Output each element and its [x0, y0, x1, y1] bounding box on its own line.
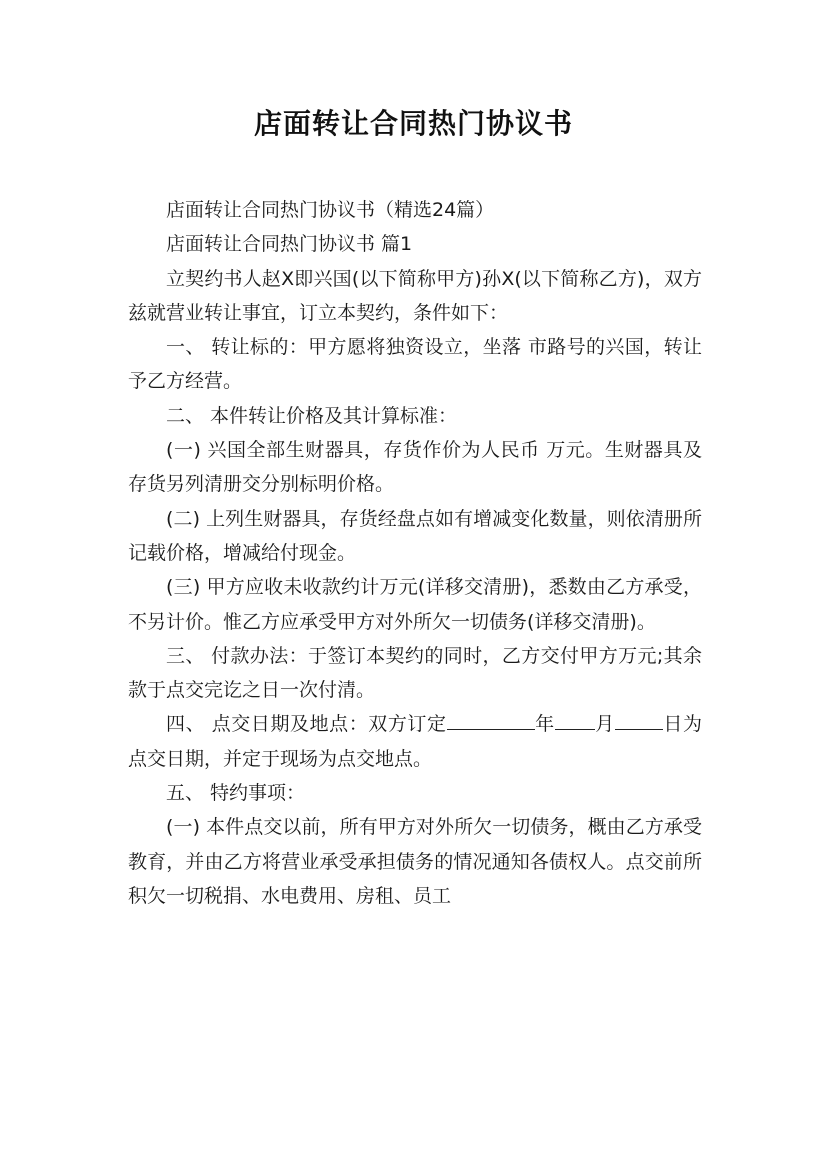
year-label: 年: [534, 713, 555, 736]
paragraph: (三) 甲方应收未收款约计万元(详移交清册)，悉数由乙方承受，不另计价。惟乙方应承受甲方对外所欠一切债务(详移交清册)。: [128, 576, 702, 633]
paragraph-date: [128, 707, 702, 776]
day-blank: [615, 710, 663, 730]
paragraph: 一、 转让标的：甲方愿将独资设立，坐落 市路号的兴国，转让予乙方经营。: [128, 336, 702, 393]
month-blank: [555, 710, 595, 730]
date-clause-label: 四、 点交日期及地点：双方订定: [166, 713, 447, 736]
document-body: [128, 193, 702, 913]
paragraph: 店面转让合同热门协议书 篇1: [166, 233, 413, 256]
paragraph: 店面转让合同热门协议书（精选24篇）: [166, 199, 495, 221]
paragraph: 三、 付款办法：于签订本契约的同时，乙方交付甲方万元;其余款于点交完讫之日一次付清。: [128, 644, 702, 702]
paragraph: (一) 本件点交以前，所有甲方对外所欠一切债务，概由乙方承受教育，并由乙方将营业承受承担债务的情况通知各债权人。点交前所积欠一切税捐、水电费用、房租、员工: [128, 816, 702, 907]
date-clause-rest: 日为点交日期，并定于现场为点交地点。: [128, 713, 702, 770]
document-title: 店面转让合同热门协议书: [253, 107, 573, 140]
paragraph: (一) 兴国全部生财器具，存货作价为人民币 万元。生财器具及存货另列清册交分别标明价格。: [128, 439, 702, 496]
month-label: 月: [594, 713, 615, 736]
paragraph: 立契约书人赵X即兴国(以下简称甲方)孙X(以下简称乙方)，双方兹就营业转让事宜，订立本契约，条件如下：: [128, 267, 702, 324]
year-blank: [447, 710, 535, 730]
paragraph: 二、 本件转让价格及其计算标准：: [166, 404, 458, 427]
paragraph: (二) 上列生财器具，存货经盘点如有增减变化数量，则依清册所记载价格，增减给付现金。: [128, 507, 702, 564]
paragraph: 五、 特约事项：: [166, 782, 306, 805]
